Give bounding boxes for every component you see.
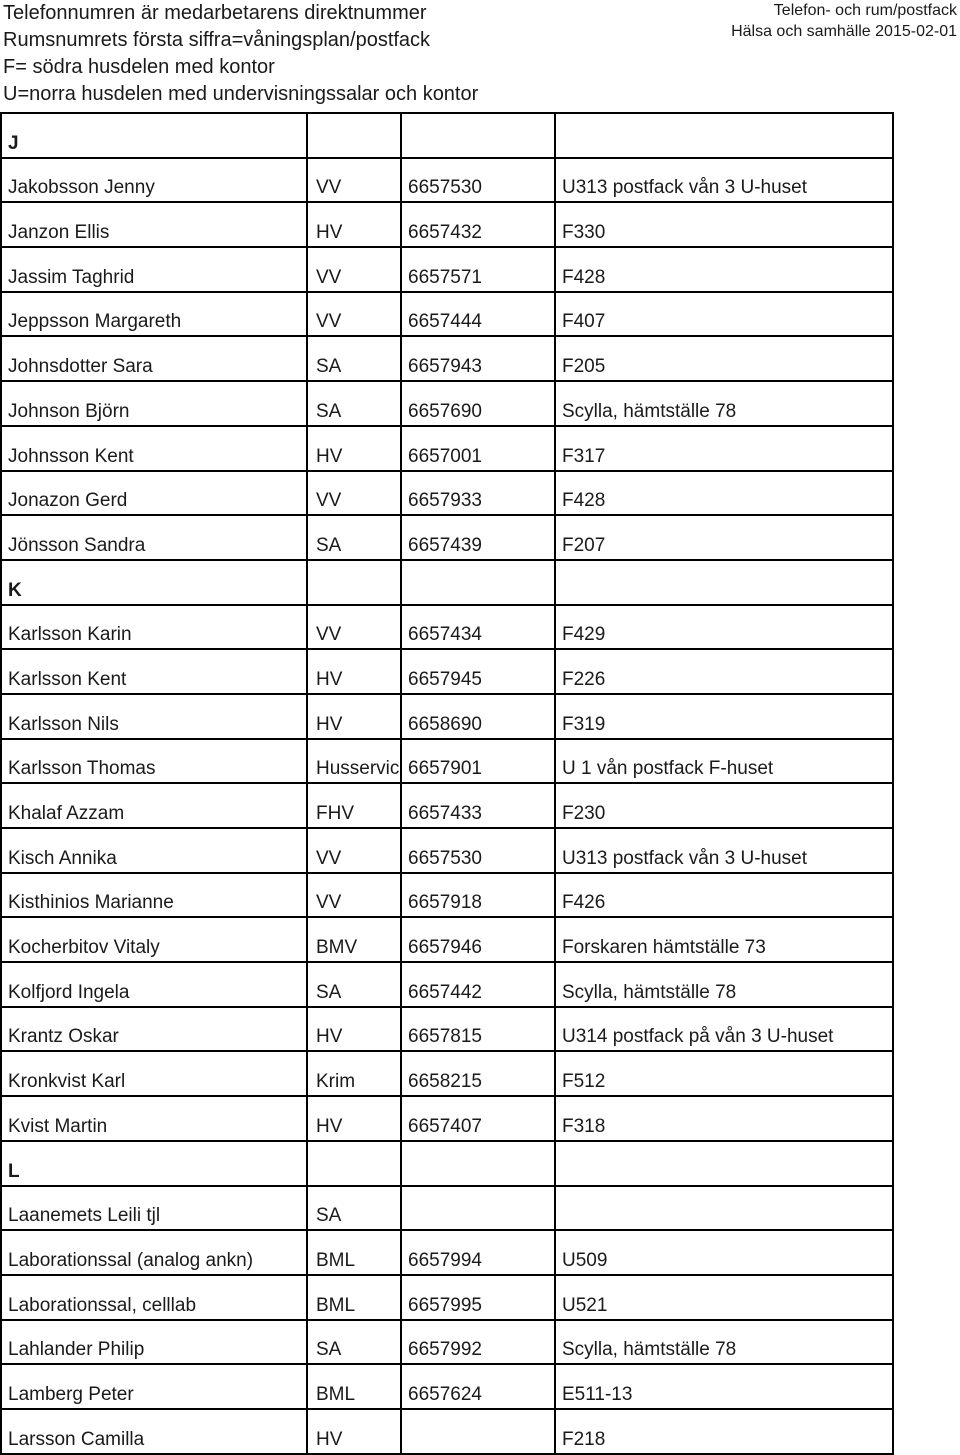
table-row bbox=[1, 694, 893, 739]
room-cell: Scylla, hämtställe 78 bbox=[555, 1320, 893, 1365]
room-cell: U313 postfack vån 3 U-huset bbox=[555, 158, 893, 203]
room-cell: F426 bbox=[555, 873, 893, 918]
table-row bbox=[1, 292, 893, 337]
section-letter: J bbox=[1, 113, 307, 158]
phone-cell: 6657434 bbox=[401, 605, 555, 650]
phone-cell bbox=[401, 1409, 555, 1454]
table-row bbox=[1, 1320, 893, 1365]
name-cell: Johnsson Kent bbox=[1, 426, 307, 471]
table-row bbox=[1, 336, 893, 381]
name-cell: Jakobsson Jenny bbox=[1, 158, 307, 203]
phone-cell: 6657444 bbox=[401, 292, 555, 337]
phone-cell: 6657433 bbox=[401, 783, 555, 828]
phone-cell bbox=[401, 113, 555, 158]
department-cell: FHV bbox=[307, 783, 401, 828]
room-cell: U313 postfack vån 3 U-huset bbox=[555, 828, 893, 873]
phone-cell: 6658215 bbox=[401, 1051, 555, 1096]
department-cell: HV bbox=[307, 1096, 401, 1141]
phone-cell: 6657918 bbox=[401, 873, 555, 918]
section-letter-row bbox=[1, 113, 893, 158]
phone-cell: 6657945 bbox=[401, 649, 555, 694]
department-cell: BML bbox=[307, 1230, 401, 1275]
room-cell: Forskaren hämtställe 73 bbox=[555, 917, 893, 962]
room-cell: U521 bbox=[555, 1275, 893, 1320]
phone-cell: 6657995 bbox=[401, 1275, 555, 1320]
department-cell: VV bbox=[307, 292, 401, 337]
name-cell: Johnson Björn bbox=[1, 381, 307, 426]
room-cell: E511-13 bbox=[555, 1364, 893, 1409]
table-row bbox=[1, 1364, 893, 1409]
name-cell: Karlsson Nils bbox=[1, 694, 307, 739]
department-cell: SA bbox=[307, 1320, 401, 1365]
name-cell: Janzon Ellis bbox=[1, 202, 307, 247]
room-cell: U509 bbox=[555, 1230, 893, 1275]
department-cell: VV bbox=[307, 605, 401, 650]
phone-cell: 6657624 bbox=[401, 1364, 555, 1409]
table-row bbox=[1, 605, 893, 650]
name-cell: Kisch Annika bbox=[1, 828, 307, 873]
table-row bbox=[1, 1007, 893, 1052]
phone-cell: 6657001 bbox=[401, 426, 555, 471]
department-cell: BML bbox=[307, 1364, 401, 1409]
room-cell: F226 bbox=[555, 649, 893, 694]
name-cell: Jonazon Gerd bbox=[1, 471, 307, 516]
phone-cell: 6657815 bbox=[401, 1007, 555, 1052]
table-row bbox=[1, 158, 893, 203]
table-row bbox=[1, 1051, 893, 1096]
department-cell: VV bbox=[307, 158, 401, 203]
room-cell: F218 bbox=[555, 1409, 893, 1454]
name-cell: Johnsdotter Sara bbox=[1, 336, 307, 381]
room-cell: F428 bbox=[555, 471, 893, 516]
department-cell: Husservic bbox=[307, 739, 401, 784]
name-cell: Larsson Camilla bbox=[1, 1409, 307, 1454]
department-cell: BML bbox=[307, 1275, 401, 1320]
department-cell bbox=[307, 1141, 401, 1186]
name-cell: Khalaf Azzam bbox=[1, 783, 307, 828]
room-cell bbox=[555, 1186, 893, 1231]
note-line: U=norra husdelen med undervisningssalar och kontor bbox=[3, 83, 479, 105]
room-cell: U314 postfack på vån 3 U-huset bbox=[555, 1007, 893, 1052]
phone-cell: 6657992 bbox=[401, 1320, 555, 1365]
name-cell: Laborationssal, celllab bbox=[1, 1275, 307, 1320]
name-cell: Kisthinios Marianne bbox=[1, 873, 307, 918]
department-cell: HV bbox=[307, 694, 401, 739]
name-cell: Kronkvist Karl bbox=[1, 1051, 307, 1096]
table-row bbox=[1, 202, 893, 247]
section-letter: L bbox=[1, 1141, 307, 1186]
phone-cell: 6657407 bbox=[401, 1096, 555, 1141]
name-cell: Lamberg Peter bbox=[1, 1364, 307, 1409]
phone-cell: 6657432 bbox=[401, 202, 555, 247]
room-cell: Scylla, hämtställe 78 bbox=[555, 962, 893, 1007]
department-cell: Krim bbox=[307, 1051, 401, 1096]
name-cell: Lahlander Philip bbox=[1, 1320, 307, 1365]
table-row bbox=[1, 783, 893, 828]
name-cell: Kolfjord Ingela bbox=[1, 962, 307, 1007]
room-cell bbox=[555, 113, 893, 158]
name-cell: Krantz Oskar bbox=[1, 1007, 307, 1052]
room-cell: F319 bbox=[555, 694, 893, 739]
name-cell: Jeppsson Margareth bbox=[1, 292, 307, 337]
department-cell: HV bbox=[307, 649, 401, 694]
section-letter: K bbox=[1, 560, 307, 605]
room-cell: F207 bbox=[555, 515, 893, 560]
room-cell bbox=[555, 560, 893, 605]
room-cell: F230 bbox=[555, 783, 893, 828]
table-row bbox=[1, 917, 893, 962]
name-cell: Karlsson Karin bbox=[1, 605, 307, 650]
header-notes bbox=[3, 0, 478, 108]
department-cell: VV bbox=[307, 471, 401, 516]
department-cell: SA bbox=[307, 381, 401, 426]
room-cell: F428 bbox=[555, 247, 893, 292]
table-row bbox=[1, 873, 893, 918]
department-cell: HV bbox=[307, 426, 401, 471]
table-row bbox=[1, 649, 893, 694]
phone-cell: 6657439 bbox=[401, 515, 555, 560]
table-row bbox=[1, 426, 893, 471]
department-cell bbox=[307, 113, 401, 158]
phone-cell: 6657530 bbox=[401, 828, 555, 873]
table-row bbox=[1, 1186, 893, 1231]
phone-cell bbox=[401, 560, 555, 605]
section-letter-row bbox=[1, 560, 893, 605]
name-cell: Laanemets Leili tjl bbox=[1, 1186, 307, 1231]
table-row bbox=[1, 828, 893, 873]
note-line: Telefonnumren är medarbetarens direktnummer bbox=[3, 2, 427, 24]
title-line: Telefon- och rum/postfack bbox=[773, 2, 957, 19]
name-cell: Karlsson Thomas bbox=[1, 739, 307, 784]
room-cell: F330 bbox=[555, 202, 893, 247]
department-cell: SA bbox=[307, 1186, 401, 1231]
room-cell: Scylla, hämtställe 78 bbox=[555, 381, 893, 426]
phone-cell: 6657943 bbox=[401, 336, 555, 381]
phone-cell: 6657690 bbox=[401, 381, 555, 426]
name-cell: Laborationssal (analog ankn) bbox=[1, 1230, 307, 1275]
department-cell: HV bbox=[307, 202, 401, 247]
directory-table bbox=[0, 112, 894, 1455]
phone-cell: 6657994 bbox=[401, 1230, 555, 1275]
department-cell: VV bbox=[307, 873, 401, 918]
table-row bbox=[1, 739, 893, 784]
table-row bbox=[1, 1409, 893, 1454]
phone-cell: 6657946 bbox=[401, 917, 555, 962]
phone-cell bbox=[401, 1141, 555, 1186]
department-cell: SA bbox=[307, 962, 401, 1007]
note-line: F= södra husdelen med kontor bbox=[3, 56, 275, 78]
table-row bbox=[1, 381, 893, 426]
phone-cell: 6657933 bbox=[401, 471, 555, 516]
room-cell: F407 bbox=[555, 292, 893, 337]
room-cell: U 1 vån postfack F-huset bbox=[555, 739, 893, 784]
table-row bbox=[1, 1275, 893, 1320]
department-cell: BMV bbox=[307, 917, 401, 962]
room-cell bbox=[555, 1141, 893, 1186]
phone-cell: 6657901 bbox=[401, 739, 555, 784]
phone-cell: 6657442 bbox=[401, 962, 555, 1007]
table-row bbox=[1, 515, 893, 560]
phone-cell bbox=[401, 1186, 555, 1231]
table-row bbox=[1, 1230, 893, 1275]
table-row bbox=[1, 471, 893, 516]
name-cell: Kvist Martin bbox=[1, 1096, 307, 1141]
room-cell: F512 bbox=[555, 1051, 893, 1096]
department-cell bbox=[307, 560, 401, 605]
table-row bbox=[1, 247, 893, 292]
phone-cell: 6657571 bbox=[401, 247, 555, 292]
department-cell: HV bbox=[307, 1007, 401, 1052]
room-cell: F429 bbox=[555, 605, 893, 650]
title-line: Hälsa och samhälle 2015-02-01 bbox=[731, 23, 957, 40]
department-cell: SA bbox=[307, 515, 401, 560]
department-cell: VV bbox=[307, 828, 401, 873]
phone-cell: 6657530 bbox=[401, 158, 555, 203]
table-row bbox=[1, 1096, 893, 1141]
name-cell: Jassim Taghrid bbox=[1, 247, 307, 292]
name-cell: Kocherbitov Vitaly bbox=[1, 917, 307, 962]
room-cell: F318 bbox=[555, 1096, 893, 1141]
department-cell: SA bbox=[307, 336, 401, 381]
phone-cell: 6658690 bbox=[401, 694, 555, 739]
department-cell: VV bbox=[307, 247, 401, 292]
section-letter-row bbox=[1, 1141, 893, 1186]
document-title bbox=[731, 0, 957, 42]
table-row bbox=[1, 962, 893, 1007]
room-cell: F317 bbox=[555, 426, 893, 471]
room-cell: F205 bbox=[555, 336, 893, 381]
name-cell: Jönsson Sandra bbox=[1, 515, 307, 560]
department-cell: HV bbox=[307, 1409, 401, 1454]
note-line: Rumsnumrets första siffra=våningsplan/postfack bbox=[3, 29, 431, 51]
name-cell: Karlsson Kent bbox=[1, 649, 307, 694]
